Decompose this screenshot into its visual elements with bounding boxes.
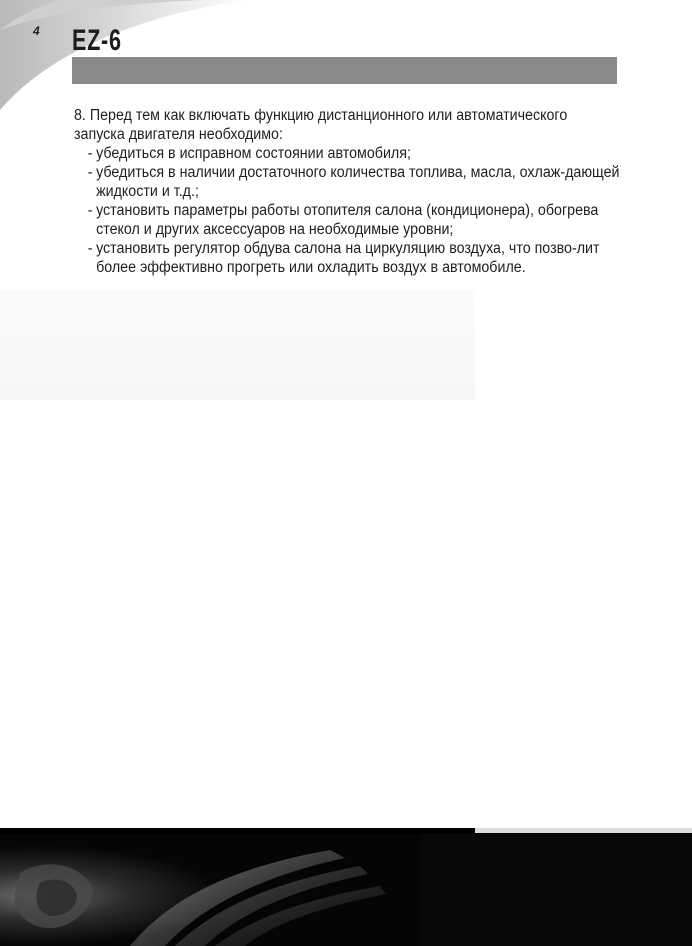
model-logo: EZ-6 xyxy=(72,24,122,57)
instruction-intro: 8. Перед тем как включать функцию дистанционного или автоматического запуска двигателя необходимо: xyxy=(74,107,568,143)
bullet-dash: - xyxy=(87,240,93,257)
list-item xyxy=(74,239,620,277)
list-item xyxy=(74,163,620,201)
bottom-image-strip xyxy=(0,828,692,946)
bullet-dash: - xyxy=(87,164,93,181)
list-item xyxy=(74,144,620,163)
list-item xyxy=(74,201,620,239)
list-item-text: убедиться в исправном состоянии автомобиля; xyxy=(96,145,411,162)
background-panel xyxy=(0,290,475,400)
instruction-list xyxy=(74,144,622,277)
header-bar xyxy=(72,57,617,84)
list-item-text: установить параметры работы отопителя салона (кондиционера), обогрева стекол и других аксессуаров на необходимые уровни; xyxy=(96,202,599,238)
list-item-text: установить регулятор обдува салона на циркуляцию воздуха, что позво-лит более эффективно прогреть или охладить воздух в автомобиле. xyxy=(96,240,600,276)
page-number: 4 xyxy=(33,24,40,38)
instruction-content xyxy=(74,106,622,277)
list-item-text: убедиться в наличии достаточного количества топлива, масла, охлаж-дающей жидкости и т.д.; xyxy=(96,164,620,200)
bullet-dash: - xyxy=(87,145,93,162)
bullet-dash: - xyxy=(87,202,93,219)
